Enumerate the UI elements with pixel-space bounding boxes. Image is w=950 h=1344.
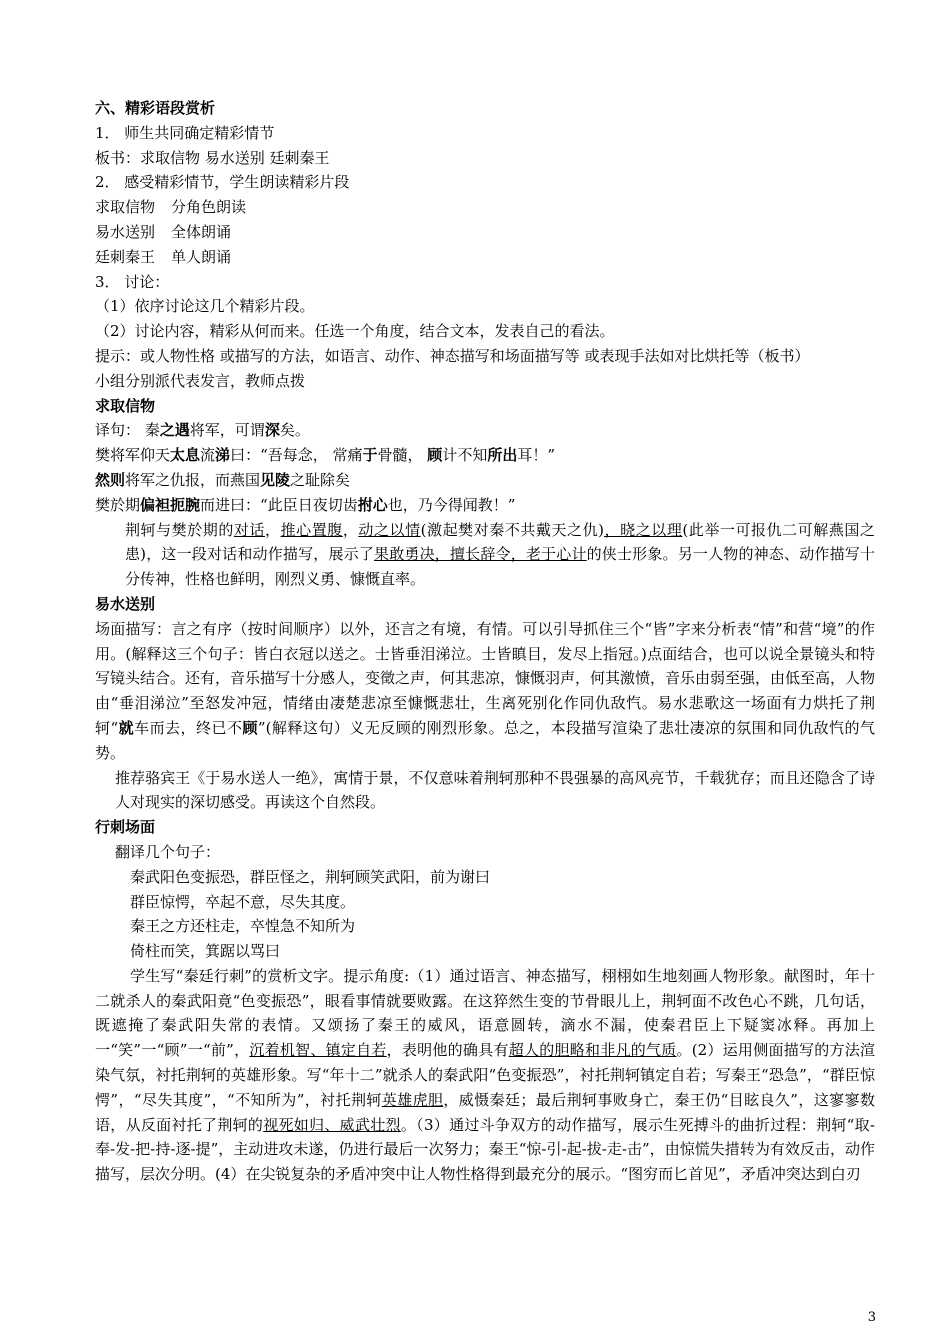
xingci-intro: 翻译几个句子： — [115, 842, 221, 861]
reading-part: 易水送别 — [95, 222, 156, 241]
section-title: 六、精彩语段赏析 — [95, 99, 216, 117]
discussion-1: （1）依序讨论这几个精彩片段。 — [95, 297, 315, 316]
reading-part: 廷刺秦王 — [95, 247, 156, 266]
step-1: 1． 师生共同确定精彩情节 — [95, 123, 275, 142]
reading-row — [95, 195, 875, 220]
hint-line: 提示：或人物性格 或描写的方法，如语言、动作、神态描写和场面描写等 或表现手法如对比烘托等（板书） — [95, 346, 810, 365]
translate-sentence-4: 樊於期偏袒扼腕而进曰：“此臣日夜切齿拊心也，乃今得闻教！” — [95, 495, 516, 514]
xingci-sentence: 倚柱而笑，箕踞以骂曰 — [130, 942, 281, 961]
step-2: 2． 感受精彩情节，学生朗读精彩片段 — [95, 173, 350, 192]
translate-sentence-3: 然则将军之仇报，而燕国见陵之耻除矣 — [95, 470, 351, 489]
reading-mode: 单人朗诵 — [171, 247, 232, 266]
translate-sentence-1: 译句： 秦之遇将军，可谓深矣。 — [95, 421, 310, 440]
reading-mode: 分角色朗读 — [171, 198, 247, 217]
page-number: 3 — [867, 1310, 876, 1325]
heading-yishui: 易水送别 — [95, 594, 156, 613]
document-page — [95, 96, 875, 1187]
reading-row — [95, 220, 875, 245]
reading-mode: 全体朗诵 — [171, 222, 232, 241]
xingci-sentence: 秦王之方还柱走，卒惶急不知所为 — [130, 917, 356, 936]
reading-row — [95, 245, 875, 270]
reading-part: 求取信物 — [95, 198, 156, 217]
yishui-recommend: 推荐骆宾王《于易水送人一绝》，寓情于景，不仅意味着荆轲那种不畏强暴的高风亮节，千载犹存；而且还隐含了诗人对现实的深切感受。再读这个自然段。 — [115, 768, 875, 812]
group-line: 小组分别派代表发言，教师点拨 — [95, 371, 306, 390]
heading-xingci: 行刺场面 — [95, 818, 156, 837]
yishui-analysis: 场面描写：言之有序（按时间顺序）以外，还言之有境，有情。可以引导抓住三个“皆”字来分析表“情”和营“境”的作用。(解释这三个句子：皆白衣冠以送之。士皆垂泪涕泣。士皆瞋目，发尽上指冠。)点面结合，也可以说全景镜头和特写镜头结合。还有，音乐描写十分感人，变徵之声，何其悲凉，慷慨羽声，何其激愤，音乐由弱至强，由低至高，人物由“垂泪涕泣”至怒发冲冠，情绪由凄楚悲凉至慷慨悲壮，生离死别化作同仇敌忾。易水悲歌这一场面有力烘托了荆轲“就车而去，终已不顾”(解释这句）义无反顾的刚烈形象。总之，本段描写渲染了悲壮凄凉的氛围和同仇敌忾的气势。 — [95, 619, 876, 762]
translate-sentence-2: 樊将军仰天太息流涕曰：“吾每念， 常痛于骨髓， 顾计不知所出耳！” — [95, 446, 556, 465]
xingci-sentence: 秦武阳色变振恐，群臣怪之，荆轲顾笑武阳，前为谢曰 — [130, 867, 491, 886]
qiuqu-analysis: 荆轲与樊於期的对话，推心置腹，动之以情(激起樊对秦不共戴天之仇)，晓之以理(此举一可报仇二可解燕国之患)，这一段对话和动作描写，展示了果敢勇决，擅长辞令，老于心计的侠士形象。另一人物的神态、动作描写十分传神，性格也鲜明，刚烈义勇、慷慨直率。 — [125, 520, 875, 589]
xingci-analysis: 学生写“秦廷行刺”的赏析文字。提示角度:（1）通过语言、神态描写，栩栩如生地刻画人物形象。献图时，年十二就杀人的秦武阳竟“色变振恐”，眼看事情就要败露。在这猝然生变的节骨眼儿上，荆轲面不改色心不跳，几句话，既遮掩了秦武阳失常的表情。又颂扬了秦王的威风，语意圆转，滴水不漏，使秦君臣上下疑窦冰释。再加上一“笑”一“顾”一“前”，沉着机智、镇定自若，表明他的确具有超人的胆略和非凡的气质。(2）运用侧面描写的方法渲染气氛，衬托荆轲的英雄形象。写“年十二”就杀人的秦武阳“色变振恐”，衬托荆轲镇定自若；写秦王“恐急”，“群臣惊愕”，“尽失其度”，“不知所为”，衬托荆轲英雄虎胆，威慑秦廷；最后荆轲事败身亡，秦王仍“目眩良久”，这寥寥数语，从反面衬托了荆轲的视死如归、威武壮烈。（3）通过斗争双方的动作描写，展示生死搏斗的曲折过程：荆轲“取-奉-发-把-持-逐-提”，主动进攻未遂，仍进行最后一次努力；秦王“惊-引-起-拔-走-击”，由惊慌失措转为有效反击，动作描写，层次分明。(4）在尖锐复杂的矛盾冲突中让人物性格得到最充分的展示。“图穷而匕首见”，矛盾冲突达到白刃 — [95, 966, 875, 1184]
discussion-2: （2）讨论内容，精彩从何而来。任选一个角度，结合文本，发表自己的看法。 — [95, 322, 615, 341]
step-3: 3． 讨论： — [95, 272, 170, 291]
heading-qiuqu: 求取信物 — [95, 396, 156, 415]
blackboard-line: 板书：求取信物 易水送别 廷刺秦王 — [95, 148, 330, 167]
xingci-sentence: 群臣惊愕，卒起不意，尽失其度。 — [130, 892, 356, 911]
